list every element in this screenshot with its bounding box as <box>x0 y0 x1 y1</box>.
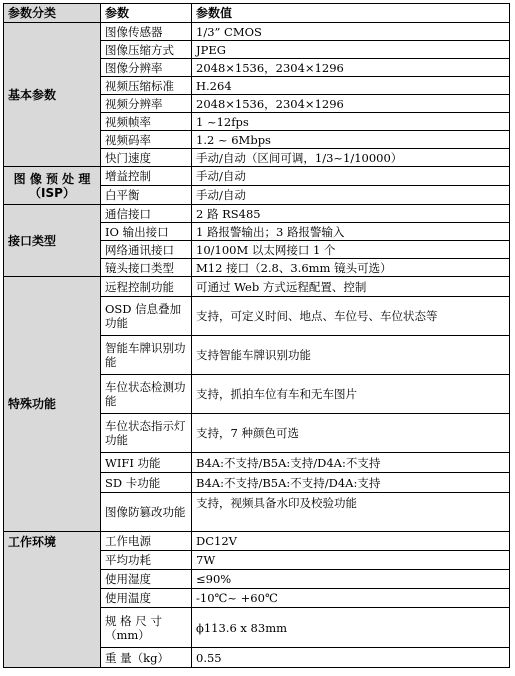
param-cell: 快门速度 <box>101 149 192 167</box>
value-cell: -10℃~ +60℃ <box>192 589 510 608</box>
param-cell: SD 卡功能 <box>101 473 192 493</box>
param-cell: 视频帧率 <box>101 113 192 131</box>
group-interface: 接口类型 <box>4 205 101 277</box>
param-cell: 图像防篡改功能 <box>101 493 192 532</box>
param-cell: 重 量（kg） <box>101 648 192 668</box>
param-cell: 规 格 尺 寸 （mm） <box>101 608 192 648</box>
value-cell: 7W <box>192 551 510 570</box>
value-cell: 支持，7 种颜色可选 <box>192 414 510 453</box>
value-cell: 支持，抓拍车位有车和无车图片 <box>192 375 510 414</box>
value-cell: 2048×1536，2304×1296 <box>192 59 510 77</box>
value-cell: 2048×1536，2304×1296 <box>192 95 510 113</box>
value-cell: 1/3” CMOS <box>192 23 510 41</box>
header-row <box>4 4 510 23</box>
param-cell: 图像压缩方式 <box>101 41 192 59</box>
value-cell: 支持智能车牌识别功能 <box>192 336 510 375</box>
param-cell: 使用湿度 <box>101 570 192 589</box>
param-cell: 车位状态检测功能 <box>101 375 192 414</box>
param-cell: 增益控制 <box>101 167 192 186</box>
param-cell: 视频分辨率 <box>101 95 192 113</box>
value-cell: H.264 <box>192 77 510 95</box>
table-row <box>4 532 510 551</box>
value-cell: DC12V <box>192 532 510 551</box>
param-cell: 图像分辨率 <box>101 59 192 77</box>
spec-table <box>3 3 510 668</box>
group-basic: 基本参数 <box>4 23 101 167</box>
value-cell: 10/100M 以太网接口 1 个 <box>192 241 510 259</box>
param-cell: 远程控制功能 <box>101 277 192 297</box>
param-cell: IO 输出接口 <box>101 223 192 241</box>
value-cell: 手动/自动 <box>192 167 510 186</box>
param-cell: 镜头接口类型 <box>101 259 192 277</box>
header-category: 参数分类 <box>4 4 101 23</box>
value-cell: 可通过 Web 方式远程配置、控制 <box>192 277 510 297</box>
value-cell: 支持，可定义时间、地点、车位号、车位状态等 <box>192 297 510 336</box>
table-row <box>4 23 510 41</box>
value-cell: M12 接口（2.8、3.6mm 镜头可选） <box>192 259 510 277</box>
header-value: 参数值 <box>192 4 510 23</box>
param-cell: 图像传感器 <box>101 23 192 41</box>
group-isp-line2: （ISP） <box>29 185 75 200</box>
group-isp-line1: 图 像 预 处 理 <box>13 171 91 186</box>
value-cell: 手动/自动（区间可调，1/3~1/10000） <box>192 149 510 167</box>
param-cell: 车位状态指示灯功能 <box>101 414 192 453</box>
value-cell: JPEG <box>192 41 510 59</box>
value-cell: B4A:不支持/B5A:支持/D4A:不支持 <box>192 453 510 473</box>
value-cell: 支持，视频具备水印及校验功能 <box>192 493 510 532</box>
value-cell: 0.55 <box>192 648 510 668</box>
param-cell: 智能车牌识别功能 <box>101 336 192 375</box>
group-special: 特殊功能 <box>4 277 101 532</box>
value-cell: 1 ~12fps <box>192 113 510 131</box>
param-cell: 使用温度 <box>101 589 192 608</box>
header-param: 参数 <box>101 4 192 23</box>
param-cell: 网络通讯接口 <box>101 241 192 259</box>
group-env: 工作环境 <box>4 532 101 668</box>
param-cell: OSD 信息叠加功能 <box>101 297 192 336</box>
value-cell: 1 路报警输出；3 路报警输入 <box>192 223 510 241</box>
table-row <box>4 167 510 186</box>
group-isp <box>4 167 101 205</box>
table-row <box>4 277 510 297</box>
param-cell: 通信接口 <box>101 205 192 223</box>
param-cell: WIFI 功能 <box>101 453 192 473</box>
param-cell: 工作电源 <box>101 532 192 551</box>
table-row <box>4 205 510 223</box>
value-cell: 1.2 ~ 6Mbps <box>192 131 510 149</box>
param-cell: 白平衡 <box>101 186 192 205</box>
value-cell: B4A:不支持/B5A:不支持/D4A:支持 <box>192 473 510 493</box>
value-cell: ϕ113.6 x 83mm <box>192 608 510 648</box>
value-cell: 手动/自动 <box>192 186 510 205</box>
param-cell: 平均功耗 <box>101 551 192 570</box>
param-cell: 视频压缩标准 <box>101 77 192 95</box>
value-cell: ≤90% <box>192 570 510 589</box>
param-cell: 视频码率 <box>101 131 192 149</box>
value-cell: 2 路 RS485 <box>192 205 510 223</box>
